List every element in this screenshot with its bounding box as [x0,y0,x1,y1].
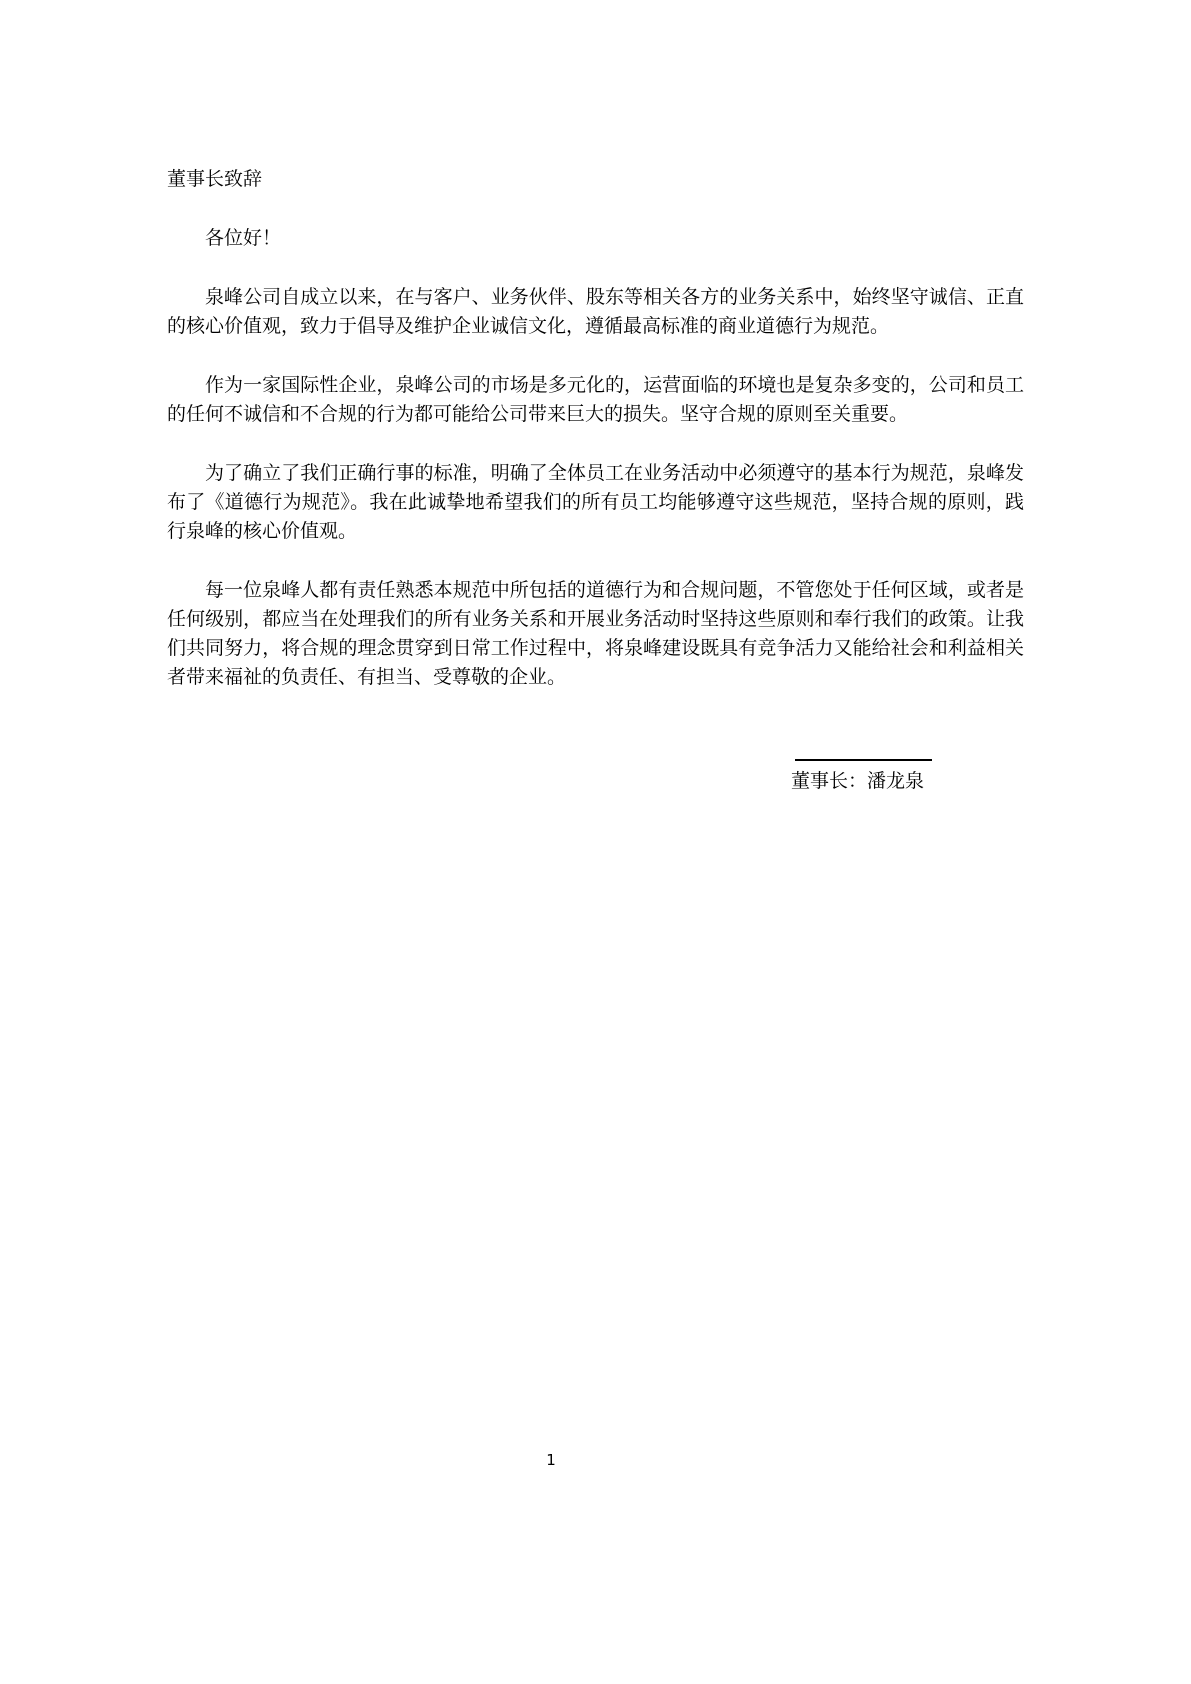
document-title: 董事长致辞 [167,168,263,190]
signature-name: 董事长：潘龙泉 [790,770,924,792]
signature-block [167,759,1024,796]
paragraph-code-of-conduct: 为了确立了我们正确行事的标准，明确了全体员工在业务活动中必须遵守的基本行为规范，泉峰发布了《道德行为规范》。我在此诚挚地希望我们的所有员工均能够遵守这些规范，坚持合规的原则，践行泉峰的核心价值观。 [167,462,1024,542]
paragraph-values: 泉峰公司自成立以来，在与客户、业务伙伴、股东等相关各方的业务关系中，始终坚守诚信、正直的核心价值观，致力于倡导及维护企业诚信文化，遵循最高标准的商业道德行为规范。 [167,286,1024,337]
greeting-line: 各位好！ [205,227,282,249]
paragraph-responsibility: 每一位泉峰人都有责任熟悉本规范中所包括的道德行为和合规问题，不管您处于任何区域，或者是任何级别，都应当在处理我们的所有业务关系和开展业务活动时坚持这些原则和奉行我们的政策。让我们共同努力，将合规的理念贯穿到日常工作过程中，将泉峰建设既具有竞争活力又能给社会和利益相关者带来福祉的负责任、有担当、受尊敬的企业。 [167,579,1024,688]
paragraph-environment: 作为一家国际性企业，泉峰公司的市场是多元化的，运营面临的环境也是复杂多变的，公司和员工的任何不诚信和不合规的行为都可能给公司带来巨大的损失。坚守合规的原则至关重要。 [167,374,1024,425]
signature-line [795,759,932,761]
page-number: 1 [546,1451,556,1469]
